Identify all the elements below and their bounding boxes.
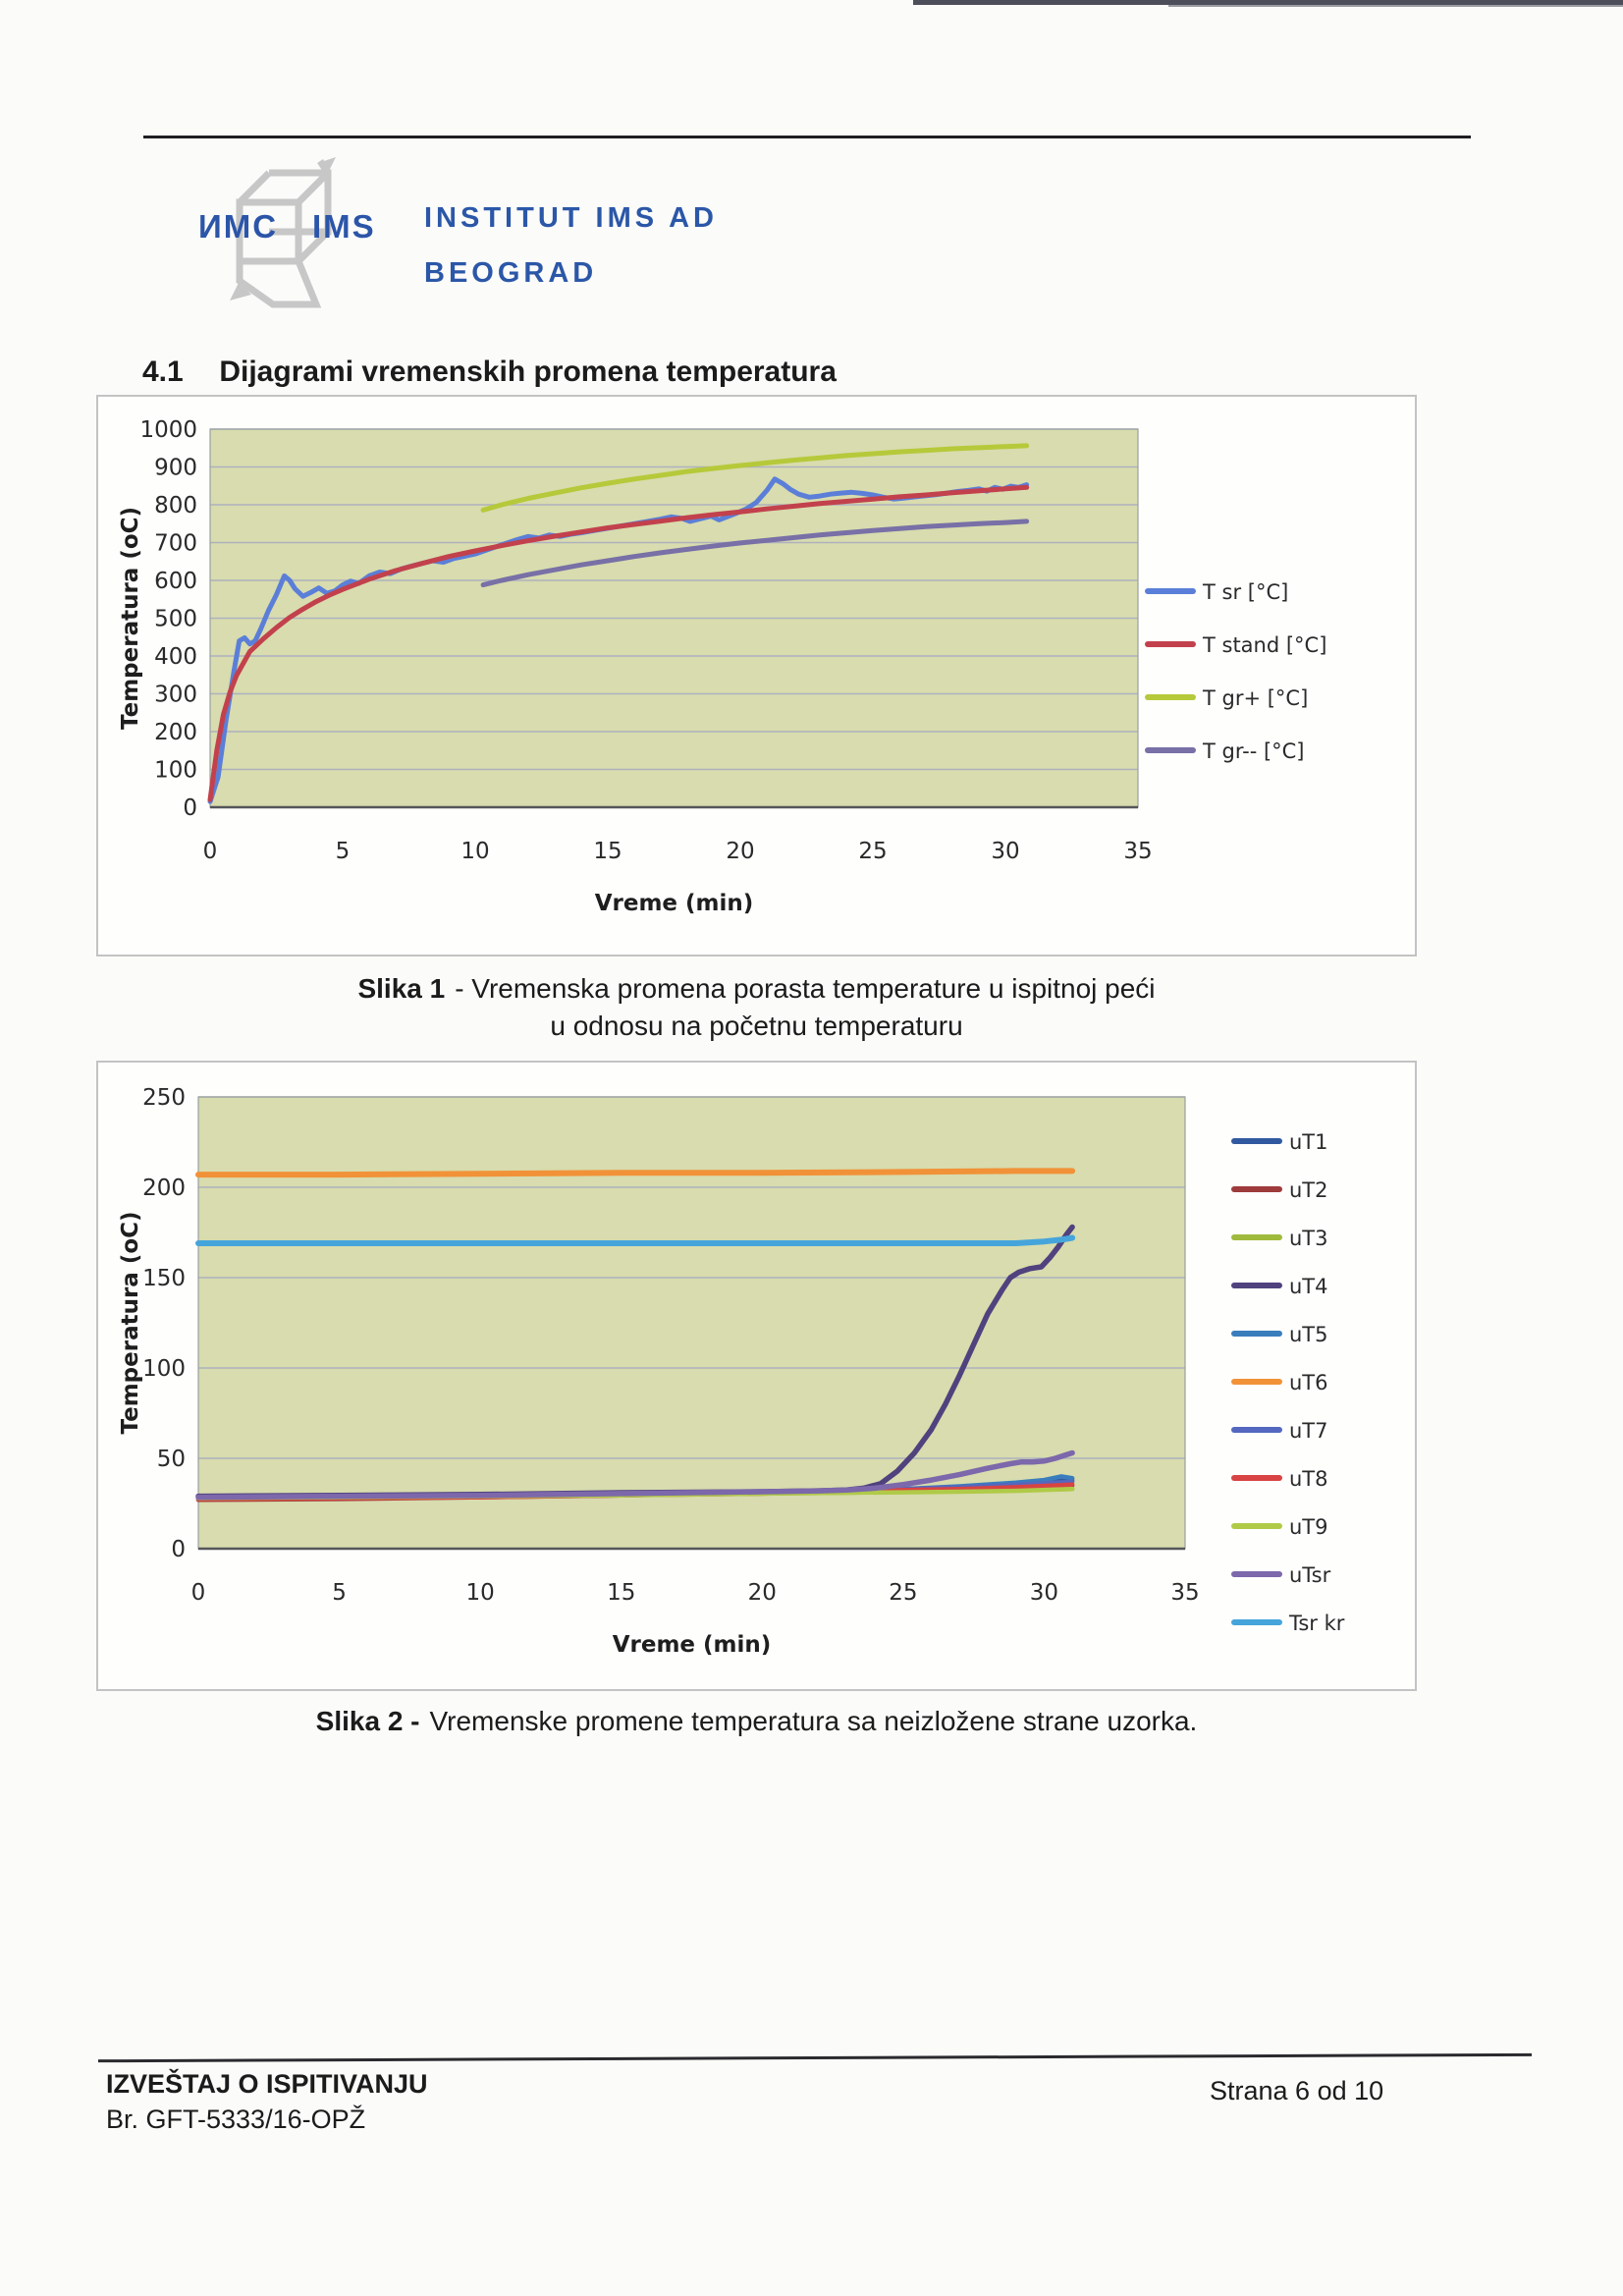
section-number: 4.1 bbox=[142, 355, 184, 388]
x-tick-label: 25 bbox=[889, 1580, 918, 1606]
y-tick-label: 300 bbox=[154, 682, 197, 708]
legend-label: T gr+ [°C] bbox=[1203, 686, 1309, 710]
legend-label: uT4 bbox=[1289, 1275, 1328, 1298]
report-number: Br. GFT-5333/16-OPŽ bbox=[106, 2105, 366, 2134]
x-tick-label: 25 bbox=[858, 839, 888, 864]
y-tick-label: 600 bbox=[154, 569, 197, 594]
y-tick-label: 50 bbox=[156, 1447, 186, 1472]
institute-line1: INSTITUT IMS AD bbox=[424, 202, 718, 234]
y-tick-label: 700 bbox=[154, 530, 197, 557]
y-tick-label: 100 bbox=[154, 757, 197, 784]
y-tick-label: 0 bbox=[171, 1537, 186, 1562]
footer-report-info bbox=[106, 2066, 428, 2137]
legend-label: uTsr bbox=[1289, 1563, 1331, 1587]
logo-text-imc: ИMC bbox=[198, 208, 279, 245]
x-axis-label: Vreme (min) bbox=[612, 1632, 772, 1658]
legend-label: uT5 bbox=[1289, 1323, 1328, 1346]
x-tick-label: 30 bbox=[1029, 1580, 1059, 1606]
logo-text-ims: IMS bbox=[312, 208, 376, 245]
x-tick-label: 20 bbox=[726, 839, 755, 864]
report-title: IZVEŠTAJ O ISPITIVANJU bbox=[106, 2069, 428, 2099]
x-axis-label: Vreme (min) bbox=[594, 891, 754, 916]
y-tick-label: 150 bbox=[142, 1266, 186, 1291]
y-tick-label: 100 bbox=[142, 1356, 186, 1382]
x-tick-label: 10 bbox=[460, 839, 490, 864]
legend-label: uT6 bbox=[1289, 1371, 1328, 1394]
legend-label: uT7 bbox=[1289, 1419, 1328, 1443]
y-tick-label: 800 bbox=[154, 493, 197, 519]
y-tick-label: 250 bbox=[142, 1085, 186, 1111]
y-tick-label: 1000 bbox=[139, 417, 197, 443]
chart-2-frame bbox=[96, 1061, 1417, 1691]
legend-label: T sr [°C] bbox=[1203, 580, 1289, 604]
x-tick-label: 0 bbox=[190, 1580, 206, 1606]
x-tick-label: 30 bbox=[991, 839, 1020, 864]
x-tick-label: 0 bbox=[202, 839, 218, 864]
figure-2-caption: Slika 2 - Vremenske promene temperatura sa neizložene strane uzorka. bbox=[315, 1706, 1198, 1736]
chart-1 bbox=[98, 397, 1415, 955]
x-tick-label: 20 bbox=[747, 1580, 777, 1606]
figure-2-label: Slika 2 - bbox=[315, 1706, 420, 1736]
institute-name bbox=[424, 202, 718, 290]
chart-1-frame bbox=[96, 395, 1417, 957]
y-tick-label: 900 bbox=[154, 455, 197, 481]
x-tick-label: 35 bbox=[1123, 839, 1153, 864]
figure-1-caption-line1: Slika 1 - Vremenska promena porasta temperature u ispitnoj peći bbox=[357, 973, 1156, 1004]
x-tick-label: 10 bbox=[465, 1580, 495, 1606]
chart-2 bbox=[98, 1063, 1415, 1689]
legend-label: uT1 bbox=[1289, 1130, 1328, 1154]
x-tick-label: 15 bbox=[593, 839, 622, 864]
x-tick-label: 35 bbox=[1170, 1580, 1200, 1606]
y-tick-label: 400 bbox=[154, 644, 197, 670]
section-title: Dijagrami vremenskih promena temperatura bbox=[219, 355, 837, 388]
x-tick-label: 15 bbox=[607, 1580, 636, 1606]
legend-label: Tsr kr bbox=[1289, 1612, 1345, 1635]
page-number: Strana 6 od 10 bbox=[1210, 2076, 1384, 2105]
figure-1-caption-line2: u odnosu na početnu temperaturu bbox=[550, 1011, 963, 1041]
legend-label: uT3 bbox=[1289, 1227, 1328, 1250]
x-tick-label: 5 bbox=[332, 1580, 347, 1606]
y-tick-label: 200 bbox=[154, 720, 197, 745]
legend-label: T stand [°C] bbox=[1203, 633, 1327, 657]
institute-line2: BEOGRAD bbox=[424, 257, 598, 289]
footer-divider bbox=[98, 2053, 1532, 2062]
legend-label: uT2 bbox=[1289, 1178, 1328, 1202]
x-tick-label: 5 bbox=[335, 839, 351, 864]
y-tick-label: 0 bbox=[183, 795, 197, 821]
legend-label: T gr-- [°C] bbox=[1203, 739, 1305, 763]
scan-artifact-top-2 bbox=[1168, 5, 1623, 7]
y-tick-label: 200 bbox=[142, 1175, 186, 1201]
legend-label: uT8 bbox=[1289, 1467, 1328, 1491]
y-tick-label: 500 bbox=[154, 606, 197, 632]
figure-1-label: Slika 1 bbox=[357, 973, 446, 1004]
header-divider bbox=[143, 136, 1471, 138]
y-axis-label: Temperatura (oC) bbox=[118, 506, 143, 731]
section-heading bbox=[142, 355, 837, 389]
figure-1-caption bbox=[96, 970, 1417, 1045]
legend-label: uT9 bbox=[1289, 1515, 1328, 1539]
y-axis-label: Temperatura (oC) bbox=[118, 1211, 143, 1435]
